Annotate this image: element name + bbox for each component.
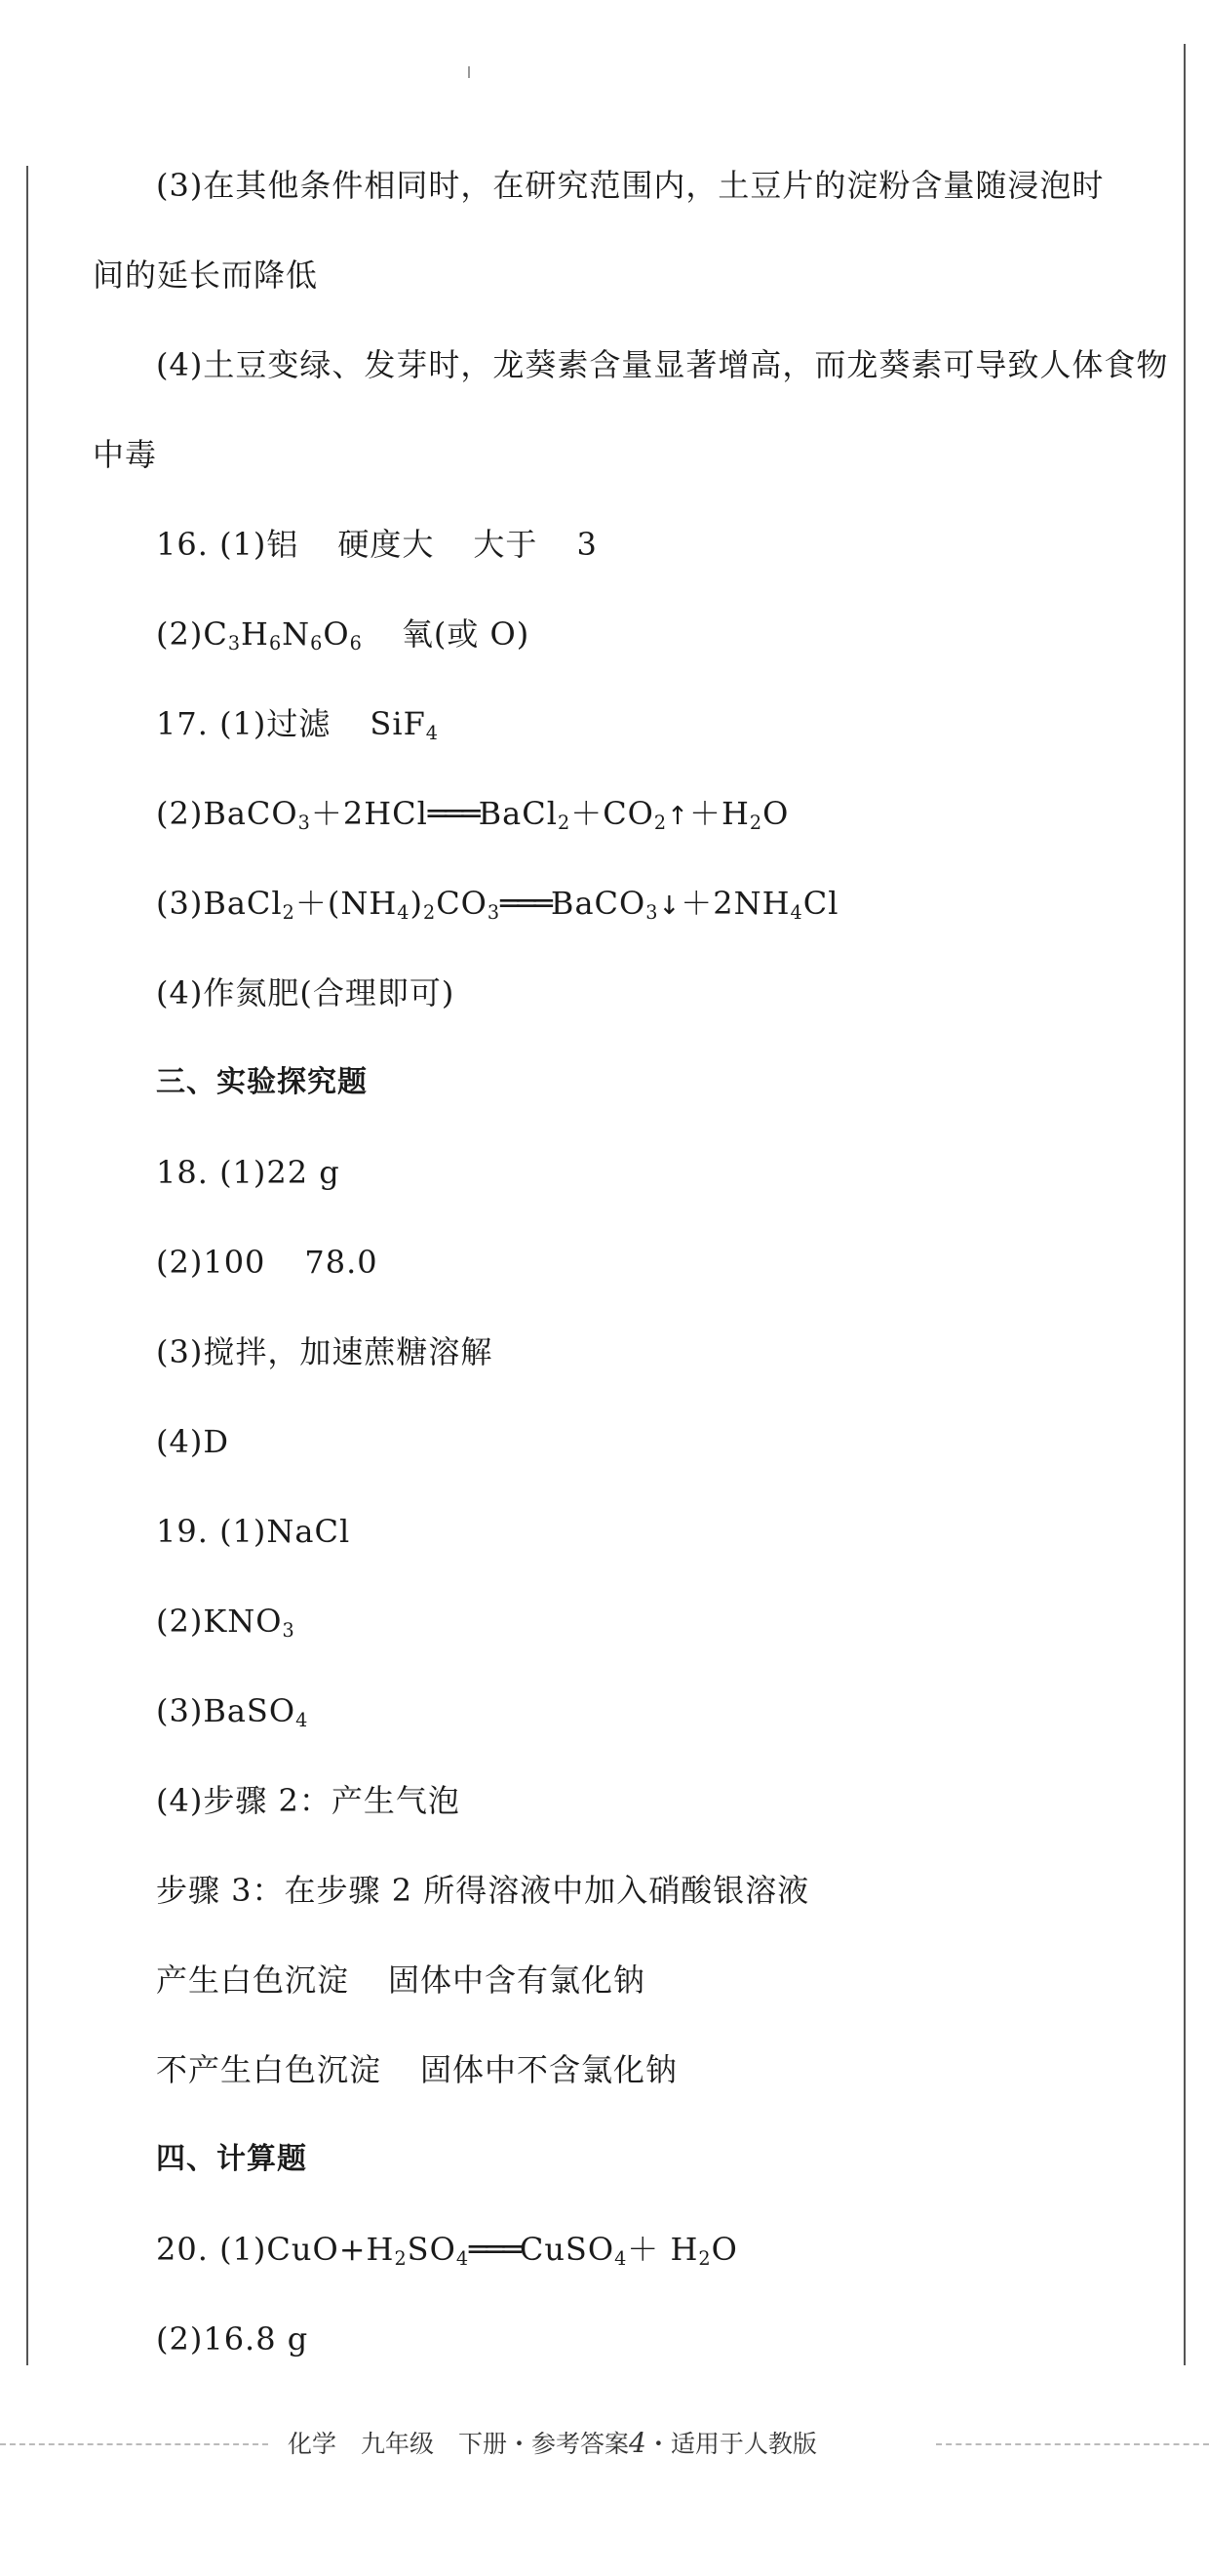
gas-arrow-icon: ↑ — [667, 802, 689, 831]
top-tick-mark — [468, 66, 470, 78]
q17-eq2-start: (2)BaCO — [156, 795, 298, 832]
q19-part3-text: (3)BaSO — [156, 1692, 296, 1729]
answer-line: 18. (1)22 g — [156, 1154, 340, 1191]
q19-result-1 — [156, 1961, 645, 2000]
q19-conclusion-1: 固体中含有氯化钠 — [388, 1962, 646, 1999]
q17-equation-3: $(3)BaCl_2+(NH_4)_2CO_3═══BaCO_3↓+2NH_4Cl$ — [156, 885, 839, 924]
q19-result-2 — [156, 2050, 678, 2089]
q19-observation-2: 不产生白色沉淀 — [156, 2051, 382, 2088]
q17-formula: SiF — [370, 705, 426, 742]
q16-part2 — [156, 614, 529, 654]
answer-line: (2)16.8 g — [156, 2320, 309, 2358]
answer-line: (3)搅拌，加速蔗糖溶解 — [156, 1333, 493, 1370]
answer-line: 19. (1)NaCl — [156, 1513, 351, 1550]
q16-part2-label: (2) — [156, 615, 204, 653]
q20-eq-start: 20. (1)CuO+H — [156, 2231, 395, 2268]
section-heading: 三、实验探究题 — [156, 1065, 368, 1099]
q16-answer-greater: 大于 — [473, 526, 538, 563]
answer-line: (4)D — [156, 1423, 229, 1460]
page-number: 4 — [629, 2427, 646, 2459]
footer-text — [288, 2424, 921, 2464]
answer-line: (4)步骤 2：产生气泡 — [156, 1782, 460, 1819]
q19-part2-text: (2)KNO — [156, 1603, 283, 1640]
q16-answer-hardness: 硬度大 — [337, 526, 435, 563]
answer-line: (4)作氮肥(合理即可) — [156, 974, 455, 1011]
q18-part2 — [156, 1243, 378, 1282]
q17-equation-2: $(2)BaCO_3+2HCl═══BaCl_2+CO_2↑+H_2O$ — [156, 795, 790, 834]
q19-part3: (3)BaSO$_4$ — [156, 1692, 309, 1731]
precipitate-arrow-icon: ↓ — [658, 892, 682, 921]
q20-equation: 20. $(1)CuO+H_2SO_4═══CuSO_4+ H_2O$ — [156, 2231, 738, 2270]
footer-dashed-rule — [0, 2443, 268, 2445]
answer-line: 间的延长而降低 — [93, 257, 319, 294]
answer-line: 步骤 3：在步骤 2 所得溶液中加入硝酸银溶液 — [156, 1872, 810, 1909]
q17-eq3-start: (3)BaCl — [156, 885, 283, 922]
footer-edition: ・适用于人教版 — [645, 2430, 817, 2458]
section-heading: 四、计算题 — [156, 2142, 307, 2176]
q17-part1-label: 17. (1)过滤 — [156, 705, 332, 742]
q16-answer-oxygen: 氧(或 O) — [401, 615, 530, 653]
q18-answer-b: 78.0 — [304, 1244, 378, 1281]
right-margin-rule — [1184, 44, 1186, 2365]
answer-line: (3)在其他条件相同时，在研究范围内，土豆片的淀粉含量随浸泡时 — [156, 167, 1105, 204]
answer-line: 中毒 — [93, 436, 158, 473]
q18-answer-a: (2)100 — [156, 1244, 266, 1281]
answer-line: (4)土豆变绿、发芽时，龙葵素含量显著增高，而龙葵素可导致人体食物 — [156, 346, 1169, 383]
footer-dashed-rule — [936, 2443, 1209, 2445]
q19-observation-1: 产生白色沉淀 — [156, 1962, 350, 1999]
q17-part1: 17. (1)过滤 SiF$_4$ — [156, 705, 439, 744]
q16-answer-number: 3 — [576, 526, 598, 563]
q16-part1 — [156, 525, 598, 564]
left-margin-rule — [26, 166, 28, 2365]
q19-conclusion-2: 固体中不含氯化钠 — [420, 2051, 679, 2088]
q16-formula: $C_3H_6N_6O_6$ — [203, 615, 363, 654]
page-footer — [0, 2424, 1209, 2463]
q16-part1-label: 16. (1)铝 — [156, 526, 299, 563]
q19-part2: $(2)KNO_3$ — [156, 1603, 295, 1642]
footer-subject: 化学 九年级 下册・参考答案 — [288, 2430, 630, 2458]
